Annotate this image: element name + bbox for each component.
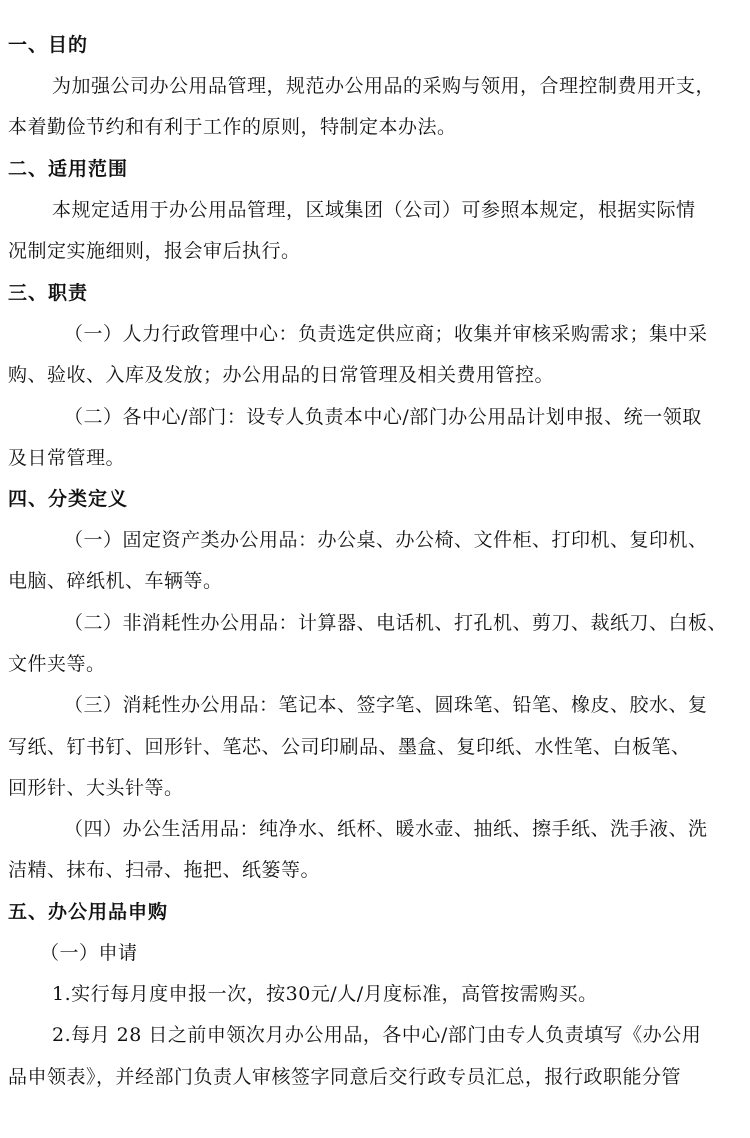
section-heading-scope: 二、适用范围: [8, 158, 129, 180]
paragraph-line: 为加强公司办公用品管理，规范办公用品的采购与领用，合理控制费用开支，: [52, 75, 716, 97]
paragraph-line: （一）人力行政管理中心：负责选定供应商；收集并审核采购需求；集中采: [64, 323, 708, 345]
paragraph-line: （三）消耗性办公用品：笔记本、签字笔、圆珠笔、铅笔、橡皮、胶水、复: [64, 694, 708, 716]
paragraph-line: 本着勤俭节约和有利于工作的原则，特制定本办法。: [8, 116, 457, 138]
paragraph-line: 写纸、钉书钉、回形针、笔芯、公司印刷品、墨盒、复印纸、水性笔、白板笔、: [8, 736, 691, 758]
paragraph-line: 品申领表》，并经部门负责人审核签字同意后交行政专员汇总，报行政职能分管: [8, 1066, 682, 1088]
section-heading-purpose: 一、目的: [8, 34, 89, 56]
paragraph-line: 洁精、抹布、扫帚、拖把、纸篓等。: [8, 859, 321, 881]
paragraph-line: 本规定适用于办公用品管理，区域集团（公司）可参照本规定，根据实际情: [52, 199, 696, 221]
paragraph-line: （二）各中心/部门：设专人负责本中心/部门办公用品计划申报、统一领取: [64, 406, 702, 428]
section-heading-classification: 四、分类定义: [8, 488, 129, 510]
paragraph-line: 电脑、碎纸机、车辆等。: [8, 570, 223, 592]
section-heading-purchase: 五、办公用品申购: [8, 901, 169, 923]
paragraph-line: 及日常管理。: [8, 447, 126, 469]
paragraph-line: 文件夹等。: [8, 653, 106, 675]
paragraph-line: 回形针、大头针等。: [8, 777, 184, 799]
paragraph-line: 1.实行每月度申报一次，按30元/人/月度标准，高管按需购买。: [52, 983, 598, 1005]
paragraph-line: 2.每月 28 日之前申领次月办公用品，各中心/部门由专人负责填写《办公用: [52, 1024, 702, 1046]
paragraph-line: （四）办公生活用品：纯净水、纸杯、暖水壶、抽纸、擦手纸、洗手液、洗: [64, 818, 708, 840]
section-heading-responsibilities: 三、职责: [8, 282, 89, 304]
subsection-heading-application: （一）申请: [40, 942, 138, 964]
paragraph-line: （二）非消耗性办公用品：计算器、电话机、打孔机、剪刀、裁纸刀、白板、: [64, 612, 728, 634]
paragraph-line: 况制定实施细则，报会审后执行。: [8, 240, 301, 262]
paragraph-line: （一）固定资产类办公用品：办公桌、办公椅、文件柜、打印机、复印机、: [64, 529, 708, 551]
paragraph-line: 购、验收、入库及发放；办公用品的日常管理及相关费用管控。: [8, 364, 555, 386]
